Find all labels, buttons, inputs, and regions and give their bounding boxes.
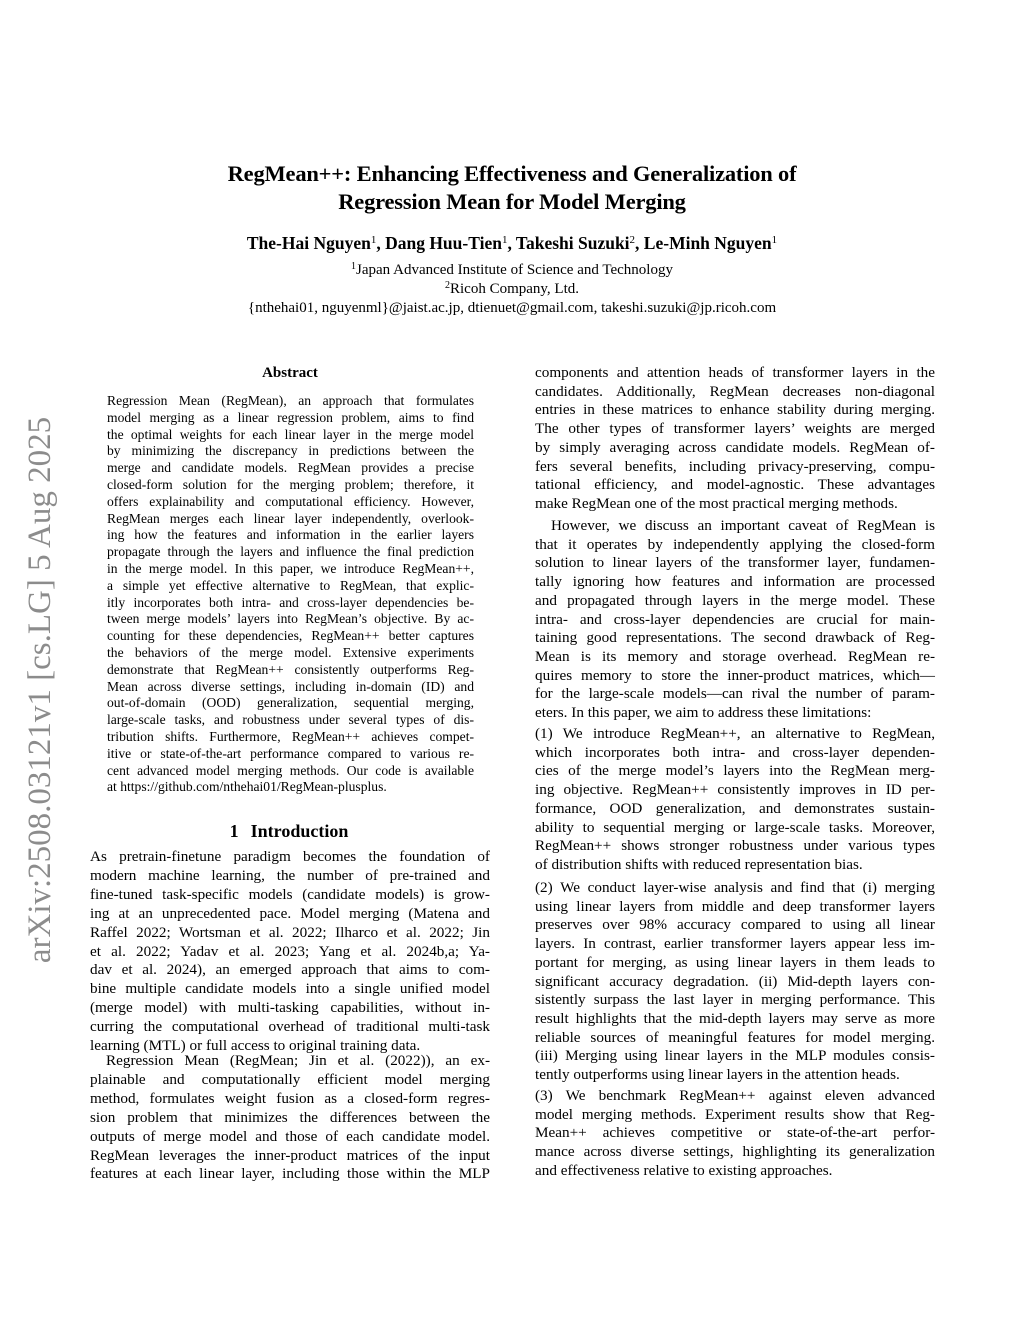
author-affil-mark: 2 bbox=[629, 234, 636, 246]
author-emails: {nthehai01, nguyenml}@jaist.ac.jp, dtienuet@gmail.com, takeshi.suzuki@jp.ricoh.com bbox=[247, 300, 777, 316]
text-line: make RegMean one of the most practical merging methods. bbox=[535, 494, 898, 512]
text-line: ability to sequential merging or large-scale tasks. Moreover, bbox=[535, 818, 935, 836]
text-line: RegMean++ shows stronger robustness under various types bbox=[535, 837, 935, 855]
text-line: model merging methods. Experiment results show that Reg- bbox=[535, 1105, 935, 1123]
text-line: which incorporates both intra- and cross-layer dependen- bbox=[535, 743, 935, 761]
text-line: model merging as a linear regression problem, aims to find bbox=[107, 409, 474, 425]
text-line: cent advanced model merging methods. Our code is available bbox=[107, 762, 474, 778]
affil-mark: 1 bbox=[351, 261, 357, 272]
text-line: by simply averaging across candidate models. RegMean of- bbox=[535, 438, 935, 456]
text-line: significant accuracy degradation. (ii) Mid-depth layers con- bbox=[535, 972, 935, 990]
text-line: using linear layers from middle and deep transformer layers bbox=[535, 897, 935, 915]
text-line: tational efficiency, and model-agnostic. These advantages bbox=[535, 476, 935, 494]
text-line: at https://github.com/nthehai01/RegMean-plusplus. bbox=[107, 779, 387, 795]
text-line: mance across diverse settings, highlighting its generalization bbox=[535, 1143, 935, 1161]
text-line: portant for merging, as using linear layers in them leads to bbox=[535, 953, 935, 971]
text-line: merge and candidate models. RegMean provides a precise bbox=[107, 460, 474, 476]
text-line: fine-tuned task-specific models (candidate models) is grow- bbox=[90, 885, 490, 903]
text-line: et al. 2022; Yadav et al. 2023; Yang et al. 2024b,a; Ya- bbox=[90, 942, 490, 960]
text-line: (1) We introduce RegMean++, an alternative to RegMean, bbox=[535, 725, 935, 742]
text-line: Raffel 2022; Wortsman et al. 2022; Ilharco et al. 2022; Jin bbox=[90, 923, 490, 941]
text-line: tally ignoring how features and information are processed bbox=[535, 573, 935, 591]
text-line: layers. In contrast, earlier transformer layers appear less im- bbox=[535, 935, 935, 953]
text-line: plainable and computationally efficient model merging bbox=[90, 1070, 490, 1088]
text-line: formance, OOD generalization, and demonstrates sustain- bbox=[535, 799, 935, 817]
text-line: ing objective. RegMean++ consistently improves in ID per- bbox=[535, 781, 935, 799]
text-line: tribution shifts. Furthermore, RegMean++ achieves compet- bbox=[107, 729, 474, 744]
text-line: Mean is its memory and storage overhead. RegMean re- bbox=[535, 647, 935, 665]
text-line: counting for these dependencies, RegMean++ better captures bbox=[107, 628, 474, 644]
text-line: ing how the features and information in the earlier layers bbox=[107, 527, 474, 543]
text-line: dav et al. 2024), an emerged approach that aims to com- bbox=[90, 961, 490, 979]
text-line: out-of-domain (OOD) generalization, sequential merging, bbox=[107, 695, 474, 711]
text-line: large-scale tasks, and robustness under several types of dis- bbox=[107, 712, 474, 728]
text-line: tently outperforms using linear layers in the attention heads. bbox=[535, 1066, 900, 1083]
text-line: and effectiveness relative to existing approaches. bbox=[535, 1161, 833, 1179]
author-name: The-Hai Nguyen bbox=[246, 233, 371, 253]
text-line: result highlights that the mid-depth layers may serve as more bbox=[535, 1009, 935, 1027]
text-line: reliable sources of meaningful features for model merging. bbox=[535, 1028, 935, 1046]
affil-text: Ricoh Company, Ltd. bbox=[449, 281, 580, 297]
text-line: method, formulates weight fusion as a closed-form regres- bbox=[90, 1089, 490, 1107]
author-name: Le-Minh Nguyen bbox=[643, 233, 772, 253]
text-line: Regression Mean (RegMean), an approach that formulates bbox=[107, 393, 474, 408]
text-line: quires memory to store the inner-product matrices, which— bbox=[535, 666, 935, 684]
text-line: offers explainability and computational efficiency. However, bbox=[107, 493, 474, 509]
text-line: The other types of transformer layers’ weights are merged bbox=[535, 420, 935, 438]
text-line: solution to linear layers of the transformer layer, fundamen- bbox=[535, 554, 935, 572]
text-line: (2) We conduct layer-wise analysis and find that (i) merging bbox=[535, 879, 935, 896]
text-line: taining good representations. The second drawback of Reg- bbox=[535, 629, 935, 647]
text-line: in the merge model. In this paper, we introduce RegMean++, bbox=[107, 561, 474, 576]
text-line: for the large-scale models—can rival the number of param- bbox=[535, 685, 935, 703]
text-line: and propagated through layers in the merge model. These bbox=[535, 591, 935, 609]
text-line: curring the computational overhead of traditional multi-task bbox=[90, 1018, 490, 1036]
affiliation bbox=[100, 261, 924, 280]
text-line: ing at an unprecedented pace. Model merging (Matena and bbox=[90, 904, 490, 922]
author-name: Dang Huu-Tien bbox=[385, 233, 502, 253]
affil-mark: 2 bbox=[444, 280, 450, 291]
text-line: that it operates by independently applying the closed-form bbox=[535, 535, 935, 553]
author-name: Takeshi Suzuki bbox=[515, 233, 630, 253]
text-line: (merge model) with multi-tasking capabilities, without in- bbox=[90, 999, 490, 1017]
text-line: a simple yet effective alternative to RegMean, that explic- bbox=[107, 577, 474, 593]
section-number: 1 bbox=[229, 821, 239, 841]
author-affil-mark: 1 bbox=[370, 234, 377, 246]
text-line: learning (MTL) or full access to original training data. bbox=[90, 1037, 421, 1054]
abstract-heading: Abstract bbox=[262, 365, 318, 381]
section-title: Introduction bbox=[250, 821, 349, 841]
title-line: Regression Mean for Model Merging bbox=[338, 189, 686, 214]
author-affil-mark: 1 bbox=[501, 234, 508, 246]
text-line: outputs of merge model and those of each candidate model. bbox=[90, 1127, 490, 1145]
text-line: RegMean merges each linear layer independently, overlook- bbox=[107, 510, 474, 526]
text-line: entries in these matrices to enhance stability during merging. bbox=[535, 401, 935, 419]
text-line: itive or state-of-the-art performance compared to various re- bbox=[107, 745, 474, 761]
author-list: The-Hai Nguyen$^1$, Dang Huu-Tien$^1$, Takeshi Suzuki$^2$, Le-Minh Nguyen$^1$ bbox=[246, 233, 778, 253]
text-line: Regression Mean (RegMean; Jin et al. (2022)), an ex- bbox=[106, 1052, 490, 1069]
text-line: RegMean leverages the inner-product matrices of the input bbox=[90, 1146, 490, 1164]
text-line: Mean across diverse settings, including in-domain (ID) and bbox=[107, 678, 474, 694]
text-line: intra- and cross-layer dependencies are crucial for main- bbox=[535, 610, 935, 628]
text-line: bine multiple candidate models into a single unified model bbox=[90, 980, 490, 998]
text-line: features at each linear layer, including those within the MLP bbox=[90, 1165, 490, 1183]
text-line: Mean++ achieves competitive or state-of-the-art perfor- bbox=[535, 1124, 935, 1142]
author-affil-mark: 1 bbox=[771, 234, 778, 246]
affiliation bbox=[100, 280, 924, 299]
text-line: modern machine learning, the number of pre-trained and bbox=[90, 866, 490, 884]
text-line: eters. In this paper, we aim to address these limitations: bbox=[535, 704, 872, 721]
text-line: propagate through the layers and influence the final prediction bbox=[107, 544, 474, 560]
text-line: As pretrain-finetune paradigm becomes the foundation of bbox=[90, 848, 490, 865]
text-line: itly incorporates both intra- and cross-layer dependencies be- bbox=[107, 594, 474, 610]
text-line: (3) We benchmark RegMean++ against eleven advanced bbox=[535, 1087, 935, 1104]
affil-text: Japan Advanced Institute of Science and Technology bbox=[356, 262, 673, 278]
text-line: the behaviors of the merge model. Extensive experiments bbox=[107, 645, 474, 660]
paper-title bbox=[160, 160, 864, 216]
text-line: preserves over 98% accuracy compared to using all linear bbox=[535, 916, 935, 934]
text-line: sistently surpass the last layer in merging performance. This bbox=[535, 991, 935, 1009]
text-line: sion problem that minimizes the differences between the bbox=[90, 1108, 490, 1126]
text-line: components and attention heads of transformer layers in the bbox=[535, 364, 935, 381]
text-line: the optimal weights for each linear layer in the merge model bbox=[107, 426, 474, 442]
text-line: (iii) Merging using linear layers in the MLP modules consis- bbox=[535, 1047, 935, 1065]
arxiv-identifier: arXiv:2508.03121v1 [cs.LG] 5 Aug 2025 bbox=[22, 416, 58, 964]
text-line: tween merge models’ layers into RegMean’s objective. By ac- bbox=[107, 611, 474, 627]
text-line: candidates. Additionally, RegMean decreases non-diagonal bbox=[535, 382, 935, 400]
text-line: fers several benefits, including privacy-preserving, compu- bbox=[535, 457, 935, 475]
section-heading-introduction bbox=[88, 820, 490, 842]
text-line: of distribution shifts with reduced representation bias. bbox=[535, 855, 863, 873]
text-line: However, we discuss an important caveat of RegMean is bbox=[551, 517, 935, 534]
text-line: by minimizing the discrepancy in predictions between the bbox=[107, 443, 474, 459]
text-line: closed-form solution for the merging problem; therefore, it bbox=[107, 477, 474, 492]
text-line: demonstrate that RegMean++ consistently outperforms Reg- bbox=[107, 661, 474, 677]
title-line: RegMean++: Enhancing Effectiveness and Generalization of bbox=[227, 161, 797, 186]
text-line: cies of the merge model’s layers into the RegMean merg- bbox=[535, 762, 935, 780]
